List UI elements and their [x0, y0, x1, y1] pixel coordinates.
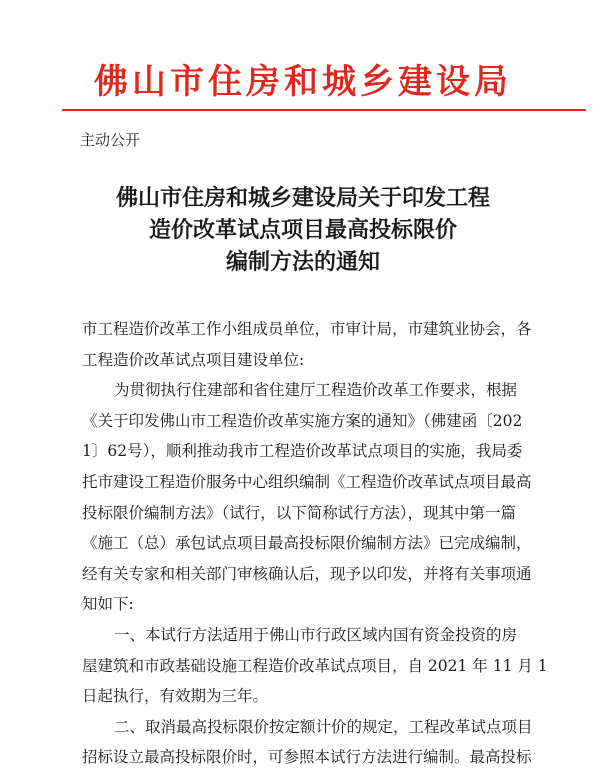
paragraph-3-line: 招标设立最高投标限价时，可参照本试行方法进行编制。最高投标 — [82, 748, 532, 767]
document-title-line: 造价改革试点项目最高投标限价 — [148, 217, 457, 243]
document-title-line: 佛山市住房和城乡建设局关于印发工程 — [115, 185, 490, 211]
header-red-rule — [62, 109, 586, 111]
paragraph-2-line: 一、本试行方法适用于佛山市行政区域内国有资金投资的房 — [114, 625, 518, 644]
document-body — [82, 314, 592, 773]
document-title — [0, 182, 606, 278]
recipients-line: 工程造价改革试点项目建设单位: — [82, 350, 305, 369]
paragraph-2-line: 日起执行，有效期为三年。 — [82, 687, 269, 706]
paragraph-1-line: 知如下: — [82, 595, 134, 614]
paragraph-1-line: 为贯彻执行住建部和省住建厅工程造价改革工作要求，根据 — [114, 381, 518, 400]
agency-header-title: 佛山市住房和城乡建设局 — [94, 62, 512, 102]
disclosure-label: 主动公开 — [80, 131, 141, 149]
paragraph-1-line: 投标限价编制方法》（试行，以下简称试行方法），现其中第一篇 — [82, 503, 517, 522]
paragraph-1-line: 经有关专家和相关部门审核确认后，现予以印发，并将有关事项通 — [82, 564, 532, 583]
paragraph-1-line: 托市建设工程造价服务中心组织编制《工程造价改革试点项目最高 — [82, 472, 532, 491]
paragraph-1-line: 《施工（总）承包试点项目最高投标限价编制方法》已完成编制， — [82, 534, 532, 553]
paragraph-1-line: 《关于印发佛山市工程造价改革实施方案的通知》（佛建函〔202 — [82, 411, 523, 430]
paragraph-1-line: 1〕62号），顺利推动我市工程造价改革试点项目的实施，我局委 — [82, 442, 523, 461]
paragraph-2-line: 屋建筑和市政基础设施工程造价改革试点项目，自 2021 年 11 月 1 — [82, 656, 548, 675]
document-title-line: 编制方法的通知 — [225, 249, 380, 275]
paragraph-3-line: 二、取消最高投标限价按定额计价的规定，工程改革试点项目 — [114, 717, 533, 736]
recipients-line: 市工程造价改革工作小组成员单位，市审计局，市建筑业协会，各 — [82, 320, 532, 338]
